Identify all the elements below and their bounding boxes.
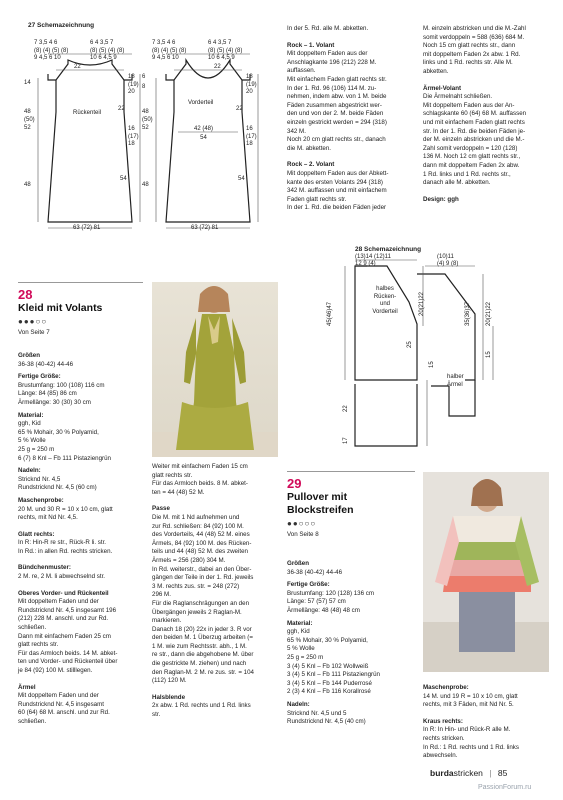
instruction-line: Brustumfang: 100 (108) 116 cm (18, 381, 105, 389)
instruction-line: 2 M. re, 2 M. li abwechselnd str. (18, 573, 106, 581)
front-dim-54: 54 (238, 176, 245, 182)
divider-28 (18, 282, 143, 283)
section-heading: Ärmel (18, 683, 36, 691)
spacer (287, 34, 417, 38)
footer: burdastricken | 85 (430, 768, 508, 778)
instruction-line: abketten. (423, 67, 449, 75)
schema-28-sleeve-label: halber Ärmel (447, 374, 464, 388)
back-width-22: 22 (74, 64, 81, 70)
spacer (152, 497, 282, 501)
front-bottom-width: 63 (72) 81 (191, 225, 219, 231)
instruction-line: In der 1. Rd. 96 (106) 114 M. zu- (287, 84, 377, 92)
section-heading: Bündchenmuster: (18, 564, 71, 572)
back-dim-left: 48 (50) 52 (24, 109, 35, 131)
back-bottom-width: 63 (72) 81 (73, 225, 101, 231)
instruction-line: zur Rd. schließen: 84 (92) 100 M. (152, 522, 244, 530)
instruction-line: Ärmellänge: 48 (48) 48 cm (287, 606, 360, 614)
instruction-line: der M. einzeln abstricken und die M.- (423, 136, 525, 144)
spacer (18, 523, 146, 527)
divider-29 (287, 471, 415, 472)
instruction-line: In Rd.: in allen Rd. rechts stricken. (18, 547, 113, 555)
text-column-4-top (423, 25, 558, 204)
front-width-22: 22 (214, 64, 221, 70)
instruction-line: Stricknd Nr. 4,5 und 5 (287, 709, 347, 717)
instruction-line: Ärmels = 256 (280) 304 M. (152, 556, 226, 564)
schema-28-body-label: halbes Rücken- und Vorderteil (372, 286, 398, 315)
back-dim-22: 22 (118, 106, 125, 112)
section-heading: Glatt rechts: (18, 530, 55, 538)
schema-28-label: 28 Schemazeichnung (355, 246, 422, 253)
instruction-line: Mit doppeltem Faden und der (18, 598, 99, 606)
pattern-29-header (287, 476, 354, 538)
instruction-line: 342 M. (287, 127, 306, 135)
text-column-3-top (287, 25, 417, 213)
schema-28-svg (287, 246, 557, 461)
instruction-line: In Rd.: 1 Rd. rechts und 1 Rd. links (423, 743, 519, 751)
instruction-line: rechts, mit 3 Fäden, mit Nd Nr. 5. (423, 701, 514, 709)
spacer (287, 153, 417, 157)
schema-28-dim-right-2: 20(21)22 (486, 301, 492, 326)
instruction-line: 25 g = 250 m (287, 653, 324, 661)
text-column-4-bottom (423, 680, 558, 761)
instruction-line: schlagskante 60 (64) 68 M. auffassen (423, 110, 527, 118)
instruction-line: 60 (64) 68 M. anschl. und zur Rd. (18, 709, 110, 717)
spacer (18, 556, 146, 560)
instruction-line: den beiden M. 1 Überzug arbeiten (= (152, 634, 253, 642)
instruction-line: re str., dann die abgehobene M. über (152, 651, 254, 659)
pattern-28-number: 28 (18, 287, 33, 302)
instruction-line: 2x abw. 1 Rd. rechts und 1 Rd. links (152, 702, 251, 710)
instruction-line: 36-38 (40-42) 44-46 (18, 360, 74, 368)
front-dim-left: 48 (50) 52 (142, 109, 153, 131)
front-neck-dims: 6 8 (142, 74, 146, 90)
instruction-line: gängen der Teile in der 1. Rd. jeweils (152, 574, 254, 582)
instruction-line: M. einzeln abstricken und die M.-Zahl (423, 25, 526, 32)
spacer (18, 676, 146, 680)
instruction-line: Mit einfachem Faden glatt rechts str. (287, 75, 387, 83)
instruction-line: Mit doppeltem Faden aus der An- (423, 101, 515, 109)
instruction-line: je 84 (92) 100 M. stilllegen. (18, 667, 93, 674)
instruction-line: In der 1. Rd. die beiden Fäden jeder (287, 204, 387, 212)
difficulty-dots-29: ●●○○○ (287, 519, 317, 528)
schema-27 (24, 22, 283, 237)
spacer (423, 188, 558, 192)
section-heading: Halsblende (152, 693, 186, 701)
instruction-line: den und von der 2. M. beide Fäden (287, 110, 384, 118)
instruction-line: des Vorderteils, 44 (48) 52 M. eines (152, 531, 250, 539)
instruction-line: rechts stricken. (423, 734, 465, 742)
instruction-line: Die Ärmelnaht schließen. (423, 93, 493, 101)
instruction-line: Übergängen jeweils 2 Raglan-M. (152, 608, 242, 616)
spacer (18, 582, 146, 586)
instruction-line: 1 Rd. links und 1 Rd. rechts str., (423, 170, 511, 178)
schema-28-dim-22: 22 (343, 405, 349, 412)
instruction-line: 3 (4) 5 Knl – Fb 102 Wollweiß (287, 662, 369, 670)
instruction-line: rechts, mit Nd Nr. 4,5. (18, 514, 78, 522)
back-top-dims-left: 7 3,5 4 6 (8) (4) (5) (8) 9 4,5 6 10 (34, 40, 69, 61)
section-heading: Design: ggh (423, 195, 459, 203)
instruction-line: die M. abketten. (287, 144, 332, 152)
section-heading: Ärmel-Volant (423, 84, 462, 92)
back-top-dims-right: 6 4 3,5 7 (8) (5) (4) (8) 10 6 4,5 9 (90, 40, 125, 61)
instruction-line: Zahl somit verdoppeln = 120 (128) (423, 144, 518, 152)
front-mid-dims: 42 (48) 54 (194, 126, 214, 141)
section-heading: Rock – 1. Volant (287, 41, 335, 49)
back-dim-48: 48 (24, 182, 31, 188)
instruction-line: die gestrickte M. ziehen) und nach (152, 660, 247, 668)
schema-28-dim-mid: 20(21)22 (419, 291, 425, 316)
back-dim-54: 54 (120, 176, 127, 182)
back-dim-side: 16 (17) 18 (128, 126, 139, 147)
schema-27-label: 27 Schemazeichnung (28, 22, 95, 29)
instruction-line: kante des ersten Volants 294 (318) (287, 178, 383, 186)
pattern-29-title-line1: Pullover mit (287, 491, 348, 503)
page-number: 85 (497, 768, 508, 778)
instruction-line: 20 M. und 30 R = 10 x 10 cm, glatt (18, 505, 113, 513)
instruction-line: Mit doppeltem Faden und der (18, 692, 99, 700)
instruction-line: ggh, Kid (287, 628, 310, 636)
instruction-line: 1 M. wie zum Rechtsstr. abh., 1 M. (152, 642, 247, 650)
instruction-line: Noch 15 cm glatt rechts str., dann (423, 42, 516, 50)
instruction-line: Ärmellänge: 30 (30) 30 cm (18, 398, 91, 406)
instruction-line: Rundstricknd Nr. 4,5 insgesamt 196 (18, 606, 117, 614)
instruction-line: und mit einfachem Faden glatt rechts (423, 118, 525, 126)
section-heading: Nadeln: (18, 467, 41, 475)
instruction-line: auffassen. (287, 67, 316, 75)
instruction-line: Rundstricknd Nr. 4,5 (60 cm) (18, 484, 97, 492)
section-heading: Passe (152, 505, 170, 513)
instruction-line: ten und Vorder- und Rückenteil über (18, 658, 118, 666)
instruction-line: 65 % Mohair, 30 % Polyamid, (287, 636, 368, 644)
spacer (423, 710, 558, 714)
text-column-2-passe (152, 463, 282, 720)
instruction-line: 136 M. Noch 12 cm glatt rechts str., (423, 153, 521, 161)
section-heading: Oberes Vorder- und Rückenteil (18, 589, 109, 597)
instruction-line: 5 % Wolle (287, 645, 315, 653)
instruction-line: Faden glatt rechts str. (287, 195, 347, 203)
schema-28-top-left: (13)14 (12)11 12 9 (4) (355, 254, 391, 267)
section-heading: Kraus rechts: (423, 717, 463, 725)
instruction-line: Danach 18 (20) 22x in jeder 3. R vor (152, 625, 252, 633)
instruction-line: mit doppeltem Faden 2x abw. 1 Rd. (423, 50, 521, 58)
section-heading: Material: (287, 619, 313, 627)
instruction-line: ten = 44 (48) 52 M. (152, 488, 205, 496)
schema-28-dim-left: 45(46)47 (327, 301, 333, 326)
schema-28-dim-15b: 15 (429, 361, 435, 368)
instruction-line: Rundstricknd Nr. 4,5 insgesamt (18, 700, 104, 708)
instruction-line: In R: Hin-R re str., Rück-R li. str. (18, 539, 107, 547)
instruction-line: Stricknd Nr. 4,5 (18, 475, 61, 483)
schema-28-top-right: (10)11 (4) 9 (8) (437, 254, 459, 267)
pattern-29-title-line2: Blockstreifen (287, 504, 354, 516)
back-dim-14: 14 (24, 80, 31, 86)
section-heading: Rock – 2. Volant (287, 161, 335, 169)
instruction-line: str. In der 1. Rd. die beiden Fäden je- (423, 127, 526, 135)
instruction-line: 3 (4) 5 Knl – Fb 144 Puderrosé (287, 679, 372, 687)
instruction-line: In der 5. Rd. alle M. abketten. (287, 25, 369, 32)
instruction-line: In R: In Hin- und Rück-R alle M. (423, 726, 511, 734)
instruction-line: Mit doppeltem Faden aus der (287, 50, 368, 58)
instruction-line: 296 M. (152, 591, 171, 599)
instruction-line: markieren. (152, 617, 182, 625)
instruction-line: 6 (7) 8 Knl – Fb 111 Pistaziengrün (18, 454, 111, 462)
pattern-28-header (18, 287, 102, 336)
instruction-line: 3 M. rechts zus. str. = 248 (272) (152, 582, 240, 590)
instruction-line: Dann mit einfachem Faden 25 cm (18, 632, 111, 640)
instruction-line: nehmen, indem abw. von 1 M. beide (287, 93, 387, 101)
instruction-line: ggh, Kid (18, 420, 41, 428)
spacer (423, 77, 558, 81)
spacer (152, 686, 282, 690)
section-heading: Material: (18, 411, 44, 419)
instruction-line: abwechseln. (423, 752, 458, 760)
instruction-line: 2 (3) 4 Knl – Fb 116 Korallrosé (287, 688, 371, 696)
front-dim-22: 22 (236, 106, 243, 112)
instruction-line: teils und 44 (48) 52 M. des zweiten (152, 548, 248, 556)
instruction-line: str. (152, 711, 161, 719)
pattern-28-title: Kleid mit Volants (18, 302, 103, 314)
back-dim-armhole: 18 (19) 20 (128, 74, 139, 95)
front-top-dims-right: 6 4 3,5 7 (8) (5) (4) (8) 10 6 4,5 9 (208, 40, 243, 61)
instruction-line: (112) 120 M. (152, 677, 187, 685)
back-piece-label: Rückenteil (73, 110, 102, 116)
instruction-line: In Rd. weiterstr., dabei an den Über- (152, 565, 252, 573)
instruction-line: glatt rechts str. (18, 641, 59, 649)
instruction-line: 65 % Mohair, 30 % Polyamid, (18, 428, 99, 436)
instruction-line: Für das Armloch beids. 8 M. abket- (152, 480, 248, 488)
instruction-line: links und 1 Rd. rechts str. Alle M. (423, 59, 513, 67)
front-top-dims-left: 7 3,5 4 6 (8) (4) (5) (8) 9 4,5 6 10 (152, 40, 187, 61)
instruction-line: Noch 20 cm glatt rechts str., danach (287, 136, 386, 144)
schema-28-dim-right-1: 35(36)37 (465, 301, 471, 326)
photo-dress-28 (152, 282, 278, 457)
instruction-line: Brustumfang: 120 (128) 136 cm (287, 589, 375, 597)
section-heading: Größen (18, 352, 41, 359)
instruction-line: den Raglan-M. 2 M. re zus. str. = 104 (152, 668, 254, 676)
instruction-line: Anschlagkante 196 (212) 228 M. (287, 58, 377, 66)
instruction-line: Fäden zusammen abgestrickt wer- (287, 101, 382, 109)
instruction-line: schließen. (18, 717, 47, 725)
schema-28-dim-25: 25 (407, 341, 413, 348)
instruction-line: 25 g = 250 m (18, 445, 55, 453)
photo-pullover-29 (423, 472, 549, 672)
section-heading: Nadeln: (287, 700, 310, 708)
front-piece-label: Vorderteil (188, 100, 214, 106)
instruction-line: Weiter mit einfachem Faden 15 cm (152, 463, 248, 470)
instruction-line: schließen. (18, 624, 47, 632)
front-dim-side: 16 (17) 18 (246, 126, 257, 147)
instruction-line: glatt rechts str. (152, 471, 193, 479)
pattern-28-body (18, 348, 146, 727)
difficulty-dots-28: ●●●○○ (18, 317, 48, 326)
instruction-line: danach alle M. abketten. (423, 179, 491, 187)
section-heading: Fertige Größe: (287, 581, 330, 589)
front-dim-48: 48 (142, 182, 149, 188)
instruction-line: Für das Armloch beids. 14 M. abket- (18, 649, 118, 657)
instruction-line: Mit doppeltem Faden aus der Abkett- (287, 169, 389, 177)
front-dim-armhole: 18 (19) 20 (246, 74, 257, 95)
section-heading: Maschenprobe: (423, 684, 469, 691)
instruction-line: Ärmels, 84 (92) 100 M. des Rücken- (152, 539, 252, 547)
instruction-line: Länge: 84 (85) 86 cm (18, 390, 77, 398)
schema-28 (287, 246, 557, 461)
pattern-29-number: 29 (287, 476, 302, 491)
instruction-line: 342 M. auffassen und mit einfachem (287, 187, 387, 195)
brand-name: burdastricken (430, 768, 483, 778)
instruction-line: somit verdoppeln = 588 (636) 684 M. (423, 33, 525, 41)
instruction-line: Für die Raglanschrägungen an den (152, 599, 250, 607)
schema-28-dim-17: 17 (343, 437, 349, 444)
instruction-line: einzeln gestrickt werden = 294 (318) (287, 118, 387, 126)
instruction-line: 5 % Wolle (18, 437, 46, 445)
instruction-line: Rundstricknd Nr. 4,5 (40 cm) (287, 718, 366, 726)
pattern-29-body (287, 556, 415, 727)
instruction-line: dann mit doppeltem Faden 2x abw. (423, 161, 520, 169)
instruction-line: 36-38 (40-42) 44-46 (287, 568, 343, 576)
watermark: PassionForum.ru (478, 784, 532, 791)
instruction-line: 14 M. und 19 R = 10 x 10 cm, glatt (423, 692, 518, 700)
instruction-line: Die M. mit 1 Nd aufnehmen und (152, 513, 240, 521)
instruction-line: Länge: 57 (57) 57 cm (287, 598, 346, 606)
section-heading: Fertige Größe: (18, 373, 61, 381)
pattern-28-ref: Von Seite 7 (18, 329, 50, 336)
section-heading: Maschenprobe: (18, 496, 64, 504)
section-heading: Größen (287, 560, 310, 567)
instruction-line: (212) 228 M. anschl. und zur Rd. (18, 615, 109, 623)
instruction-line: 3 (4) 5 Knl – Fb 111 Pistaziengrün (287, 671, 380, 679)
pattern-29-ref: Von Seite 8 (287, 531, 319, 538)
schema-28-dim-15a: 15 (486, 351, 492, 358)
